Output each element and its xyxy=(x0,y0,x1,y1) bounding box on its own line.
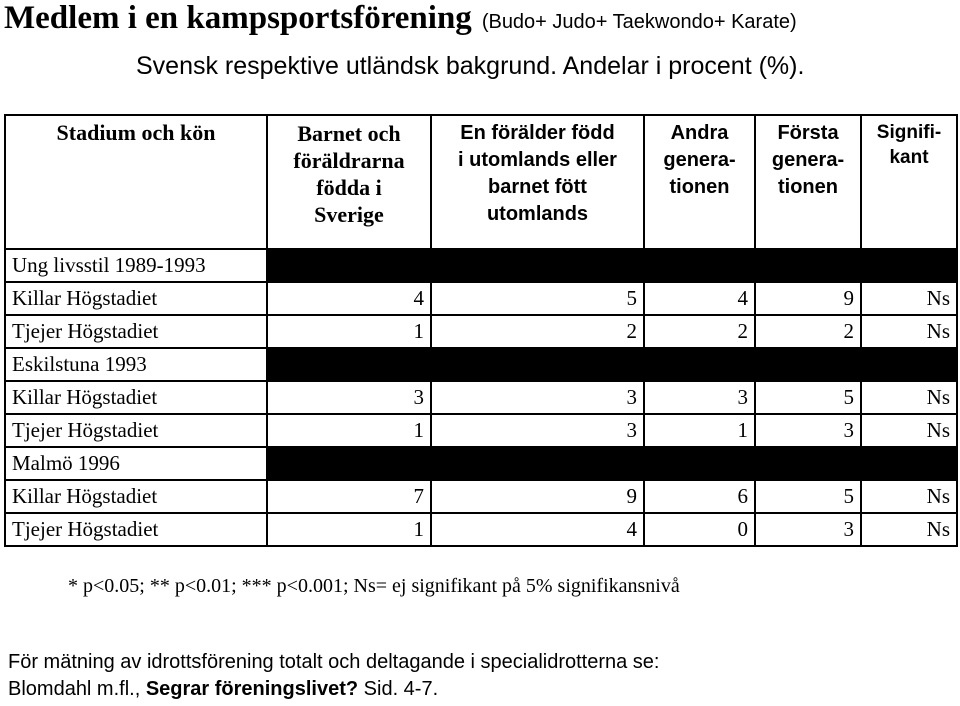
cell-value: 9 xyxy=(755,282,861,315)
header-col2-line: barnet fött xyxy=(488,176,587,198)
table-row xyxy=(5,414,957,447)
cell-value: 3 xyxy=(431,414,644,447)
section-bar xyxy=(267,447,957,480)
cell-value: 5 xyxy=(755,480,861,513)
sports-list: (Budo+ Judo+ Taekwondo+ Karate) xyxy=(481,11,797,33)
row-label: Killar Högstadiet xyxy=(5,480,267,513)
significance-footnote: * p<0.05; ** p<0.01; *** p<0.001; Ns= ej signifikant på 5% signifikansnivå xyxy=(68,575,680,597)
table-row xyxy=(5,282,957,315)
cell-significance: Ns xyxy=(861,414,957,447)
row-label: Killar Högstadiet xyxy=(5,381,267,414)
source-pages: Sid. 4-7. xyxy=(358,678,439,700)
header-col2-line: i utomlands eller xyxy=(458,149,617,171)
cell-value: 1 xyxy=(267,414,431,447)
header-col3-line: Andra xyxy=(670,122,729,144)
section-label: Malmö 1996 xyxy=(5,447,267,480)
section-label: Ung livsstil 1989-1993 xyxy=(5,249,267,282)
cell-value: 7 xyxy=(267,480,431,513)
table-row xyxy=(5,315,957,348)
header-col4-line: genera- xyxy=(771,149,845,171)
header-stage: Stadium och kön xyxy=(5,115,267,249)
header-col5-line: Signifi- xyxy=(876,122,942,143)
header-col3-line: tionen xyxy=(669,176,730,198)
data-table xyxy=(4,114,958,547)
row-label: Tjejer Högstadiet xyxy=(5,414,267,447)
source-book-title: Segrar föreningslivet? xyxy=(145,678,359,700)
cell-value: 3 xyxy=(431,381,644,414)
source-authors: Blomdahl m.fl., xyxy=(8,678,146,700)
header-col2-line: En förälder född xyxy=(460,122,615,144)
row-label: Tjejer Högstadiet xyxy=(5,315,267,348)
cell-significance: Ns xyxy=(861,282,957,315)
section-bar xyxy=(267,348,957,381)
row-label: Tjejer Högstadiet xyxy=(5,513,267,546)
cell-value: 9 xyxy=(431,480,644,513)
cell-value: 3 xyxy=(644,381,755,414)
header-row xyxy=(5,115,957,249)
header-col4 xyxy=(755,115,861,249)
cell-value: 1 xyxy=(644,414,755,447)
cell-value: 0 xyxy=(644,513,755,546)
header-col2-line: utomlands xyxy=(486,203,589,225)
header-col3-line: genera- xyxy=(663,149,736,171)
cell-value: 2 xyxy=(755,315,861,348)
header-col1-line: Sverige xyxy=(314,202,384,227)
cell-value: 4 xyxy=(644,282,755,315)
cell-value: 4 xyxy=(267,282,431,315)
source-reference xyxy=(8,678,438,701)
cell-value: 2 xyxy=(644,315,755,348)
cell-value: 5 xyxy=(431,282,644,315)
header-col1-line: föräldrarna xyxy=(293,148,405,173)
header-col5 xyxy=(861,115,957,249)
header-col3 xyxy=(644,115,755,249)
source-note: För mätning av idrottsförening totalt och deltagande i specialidrotterna se: xyxy=(8,651,660,673)
cell-significance: Ns xyxy=(861,480,957,513)
cell-value: 1 xyxy=(267,513,431,546)
cell-value: 5 xyxy=(755,381,861,414)
cell-significance: Ns xyxy=(861,513,957,546)
title-line xyxy=(4,0,797,37)
header-col5-line: kant xyxy=(889,147,929,168)
cell-value: 6 xyxy=(644,480,755,513)
cell-value: 4 xyxy=(431,513,644,546)
header-col4-line: Första xyxy=(777,122,839,144)
header-col1-line: Barnet och xyxy=(297,121,401,146)
header-col1-line: födda i xyxy=(316,175,382,200)
table-row xyxy=(5,381,957,414)
header-col1 xyxy=(267,115,431,249)
cell-value: 1 xyxy=(267,315,431,348)
section-label: Eskilstuna 1993 xyxy=(5,348,267,381)
cell-value: 3 xyxy=(755,513,861,546)
cell-value: 2 xyxy=(431,315,644,348)
section-row xyxy=(5,447,957,480)
page-title: Medlem i en kampsportsförening xyxy=(4,0,472,36)
cell-significance: Ns xyxy=(861,315,957,348)
row-label: Killar Högstadiet xyxy=(5,282,267,315)
section-row xyxy=(5,348,957,381)
section-row xyxy=(5,249,957,282)
table-row xyxy=(5,480,957,513)
page-subtitle: Svensk respektive utländsk bakgrund. Andelar i procent (%). xyxy=(136,52,805,80)
table-row xyxy=(5,513,957,546)
cell-value: 3 xyxy=(755,414,861,447)
cell-value: 3 xyxy=(267,381,431,414)
section-bar xyxy=(267,249,957,282)
header-col2 xyxy=(431,115,644,249)
header-col4-line: tionen xyxy=(778,176,838,198)
cell-significance: Ns xyxy=(861,381,957,414)
